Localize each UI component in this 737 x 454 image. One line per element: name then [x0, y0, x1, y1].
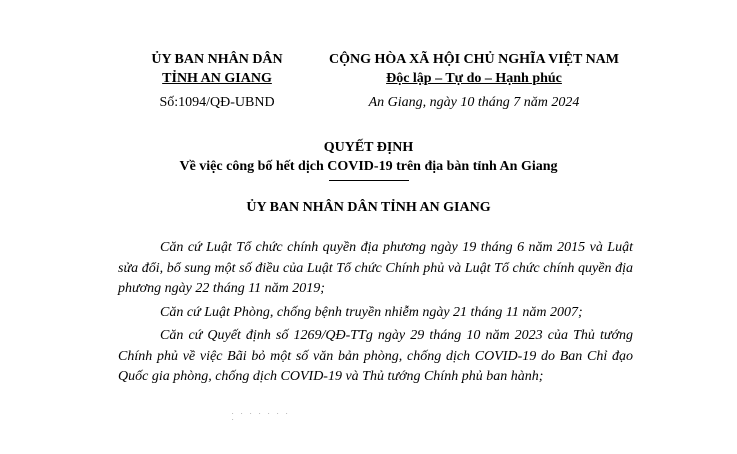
national-motto-line — [303, 69, 645, 88]
document-date: An Giang, ngày 10 tháng 7 năm 2024 — [368, 95, 580, 110]
issuing-authority-line2 — [112, 69, 322, 88]
document-number: Số:1094/QĐ-UBND — [159, 95, 275, 110]
title-divider — [329, 180, 409, 181]
decision-authority: ỦY BAN NHÂN DÂN TỈNH AN GIANG — [246, 200, 491, 215]
cut-off-text-fragment: . . . . . . . . — [232, 410, 291, 422]
issuing-authority-line1: ỦY BAN NHÂN DÂN — [151, 52, 283, 67]
issuing-authority-province: TỈNH AN GIANG — [162, 71, 272, 86]
national-title: CỘNG HÒA XÃ HỘI CHỦ NGHĨA VIỆT NAM — [328, 52, 619, 67]
preamble-paragraph-2: Căn cứ Luật Phòng, chống bệnh truyền nhiễm ngày 21 tháng 11 năm 2007; — [160, 304, 583, 320]
preamble — [118, 238, 633, 391]
national-motto: Độc lập – Tự do – Hạnh phúc — [386, 71, 562, 86]
preamble-paragraph-1: Căn cứ Luật Tổ chức chính quyền địa phương ngày 19 tháng 6 năm 2015 và Luật sửa đổi, bổ sung một số điều của Luật Tổ chức Chính phủ và Luật Tổ chức chính quyền địa phương ngày 22 tháng 11 năm 2019; — [118, 240, 633, 296]
document-title-block — [0, 138, 737, 181]
issuing-authority-block — [112, 50, 322, 112]
document-type: QUYẾT ĐỊNH — [323, 140, 414, 155]
document-subject: Về việc công bố hết dịch COVID-19 trên địa bàn tỉnh An Giang — [179, 159, 558, 174]
preamble-paragraph-3: Căn cứ Quyết định số 1269/QĐ-TTg ngày 29 tháng 10 năm 2023 của Thủ tướng Chính phủ về việc Bãi bỏ một số văn bản phòng, chống dịch COVID-19 do Ban Chỉ đạo Quốc gia phòng, chống dịch COVID-19 và Thủ tướng Chính phủ ban hành; — [118, 328, 633, 384]
national-title-block — [303, 50, 645, 112]
